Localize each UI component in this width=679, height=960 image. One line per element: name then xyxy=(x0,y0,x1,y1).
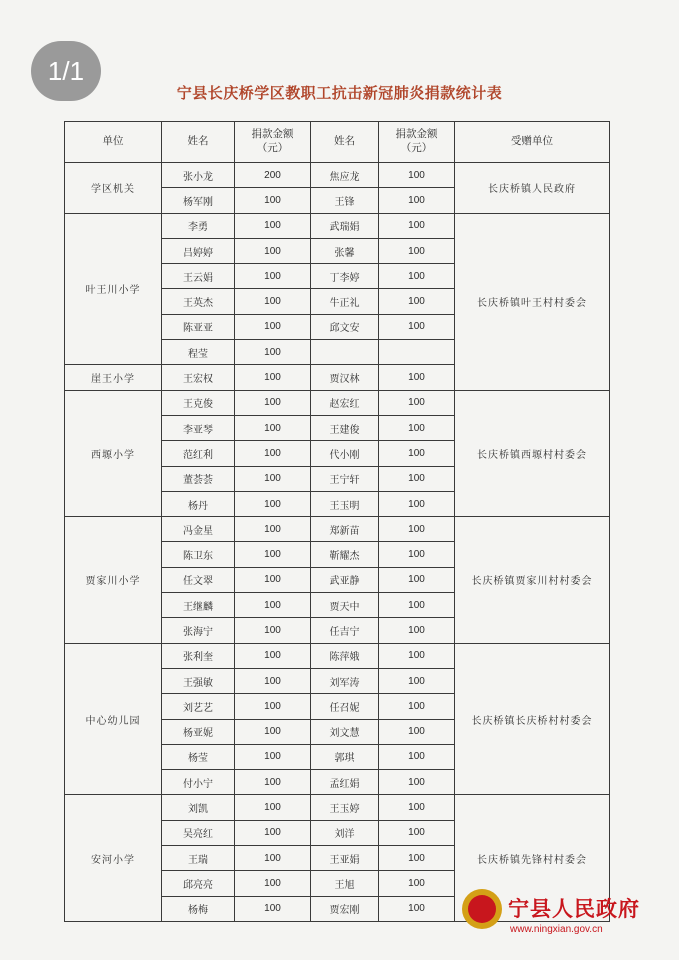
table-row xyxy=(65,795,610,820)
name-cell: 杨莹 xyxy=(162,744,235,769)
recipient-cell: 长庆桥镇西塬村村委会 xyxy=(455,390,610,516)
amount-cell: 100 xyxy=(235,441,311,466)
name-cell: 李勇 xyxy=(162,213,235,238)
column-header: 捐款金额 （元） xyxy=(235,122,311,163)
name-cell: 王强敏 xyxy=(162,668,235,693)
amount-cell: 100 xyxy=(235,820,311,845)
amount-cell: 100 xyxy=(235,238,311,263)
unit-cell: 西塬小学 xyxy=(65,390,162,516)
amount-cell: 100 xyxy=(379,163,455,188)
column-header: 姓名 xyxy=(311,122,379,163)
amount-cell: 100 xyxy=(379,289,455,314)
amount-cell: 100 xyxy=(379,618,455,643)
amount-cell: 100 xyxy=(379,795,455,820)
name-cell: 刘文慧 xyxy=(311,719,379,744)
name-cell: 王玉明 xyxy=(311,491,379,516)
amount-cell: 100 xyxy=(235,415,311,440)
amount-cell: 100 xyxy=(379,264,455,289)
unit-cell: 中心幼儿园 xyxy=(65,643,162,795)
amount-cell: 100 xyxy=(235,314,311,339)
name-cell: 代小刚 xyxy=(311,441,379,466)
name-cell: 张小龙 xyxy=(162,163,235,188)
name-cell: 丁李婷 xyxy=(311,264,379,289)
amount-cell: 100 xyxy=(235,567,311,592)
national-emblem-icon xyxy=(462,889,502,929)
amount-cell: 100 xyxy=(235,517,311,542)
amount-cell: 100 xyxy=(379,238,455,263)
name-cell: 王玉婷 xyxy=(311,795,379,820)
amount-cell: 100 xyxy=(235,188,311,213)
amount-cell: 100 xyxy=(379,213,455,238)
amount-cell: 100 xyxy=(379,643,455,668)
unit-cell: 学区机关 xyxy=(65,163,162,214)
amount-cell: 100 xyxy=(379,517,455,542)
name-cell: 王云娟 xyxy=(162,264,235,289)
amount-cell: 100 xyxy=(235,542,311,567)
amount-cell: 100 xyxy=(235,795,311,820)
name-cell: 陈亚亚 xyxy=(162,314,235,339)
name-cell: 孟红娟 xyxy=(311,770,379,795)
amount-cell: 100 xyxy=(379,719,455,744)
column-header: 捐款金额 （元） xyxy=(379,122,455,163)
name-cell: 王宁轩 xyxy=(311,466,379,491)
amount-cell: 100 xyxy=(379,846,455,871)
name-cell: 杨军刚 xyxy=(162,188,235,213)
amount-cell: 100 xyxy=(379,365,455,390)
unit-cell: 贾家川小学 xyxy=(65,517,162,643)
column-header: 受赠单位 xyxy=(455,122,610,163)
name-cell: 靳耀杰 xyxy=(311,542,379,567)
name-cell: 牛正礼 xyxy=(311,289,379,314)
recipient-cell: 长庆桥镇人民政府 xyxy=(455,163,610,214)
amount-cell: 100 xyxy=(235,896,311,921)
name-cell: 张海宁 xyxy=(162,618,235,643)
amount-cell: 100 xyxy=(379,188,455,213)
amount-cell: 100 xyxy=(379,542,455,567)
amount-cell: 100 xyxy=(379,668,455,693)
name-cell: 王克俊 xyxy=(162,390,235,415)
amount-cell: 100 xyxy=(235,871,311,896)
name-cell: 杨梅 xyxy=(162,896,235,921)
name-cell: 贾天中 xyxy=(311,593,379,618)
amount-cell: 100 xyxy=(235,491,311,516)
name-cell: 刘洋 xyxy=(311,820,379,845)
amount-cell: 100 xyxy=(379,744,455,769)
amount-cell: 100 xyxy=(235,264,311,289)
name-cell: 张利奎 xyxy=(162,643,235,668)
table-body xyxy=(65,163,610,922)
name-cell: 王英杰 xyxy=(162,289,235,314)
name-cell: 王建俊 xyxy=(311,415,379,440)
table-header-row xyxy=(65,122,610,163)
amount-cell: 100 xyxy=(379,314,455,339)
name-cell: 邱亮亮 xyxy=(162,871,235,896)
name-cell: 吕婷婷 xyxy=(162,238,235,263)
amount-cell: 100 xyxy=(235,744,311,769)
watermark xyxy=(458,883,673,953)
name-cell: 杨亚妮 xyxy=(162,719,235,744)
amount-cell: 100 xyxy=(235,466,311,491)
name-cell: 王继麟 xyxy=(162,593,235,618)
name-cell: 董荟荟 xyxy=(162,466,235,491)
unit-cell: 安河小学 xyxy=(65,795,162,921)
name-cell xyxy=(311,340,379,365)
amount-cell: 100 xyxy=(235,694,311,719)
amount-cell: 100 xyxy=(379,593,455,618)
amount-cell: 100 xyxy=(379,567,455,592)
name-cell: 付小宁 xyxy=(162,770,235,795)
name-cell: 武瑞娟 xyxy=(311,213,379,238)
name-cell: 吴亮红 xyxy=(162,820,235,845)
name-cell: 郭琪 xyxy=(311,744,379,769)
amount-cell: 100 xyxy=(379,896,455,921)
table-row xyxy=(65,163,610,188)
name-cell: 王瑞 xyxy=(162,846,235,871)
unit-cell: 崖王小学 xyxy=(65,365,162,390)
table-row xyxy=(65,213,610,238)
amount-cell: 100 xyxy=(235,289,311,314)
name-cell: 刘凯 xyxy=(162,795,235,820)
amount-cell: 100 xyxy=(235,365,311,390)
amount-cell: 100 xyxy=(235,593,311,618)
amount-cell: 100 xyxy=(379,694,455,719)
amount-cell: 100 xyxy=(235,618,311,643)
amount-cell: 100 xyxy=(235,390,311,415)
name-cell: 陈萍娥 xyxy=(311,643,379,668)
amount-cell: 100 xyxy=(379,415,455,440)
amount-cell: 100 xyxy=(379,871,455,896)
name-cell: 任文翠 xyxy=(162,567,235,592)
watermark-site-name: 宁县人民政府 xyxy=(508,897,640,921)
name-cell: 贾宏刚 xyxy=(311,896,379,921)
name-cell: 冯金星 xyxy=(162,517,235,542)
name-cell: 刘艺艺 xyxy=(162,694,235,719)
name-cell: 范红利 xyxy=(162,441,235,466)
name-cell: 焦应龙 xyxy=(311,163,379,188)
name-cell: 李亚琴 xyxy=(162,415,235,440)
amount-cell: 100 xyxy=(379,441,455,466)
recipient-cell: 长庆桥镇叶王村村委会 xyxy=(455,213,610,390)
watermark-url: www.ningxian.gov.cn xyxy=(510,924,603,935)
name-cell: 刘军涛 xyxy=(311,668,379,693)
amount-cell: 100 xyxy=(379,466,455,491)
amount-cell: 100 xyxy=(379,491,455,516)
page-indicator: 1/1 xyxy=(31,41,101,101)
recipient-cell: 长庆桥镇贾家川村村委会 xyxy=(455,517,610,643)
name-cell: 王宏权 xyxy=(162,365,235,390)
amount-cell: 100 xyxy=(235,770,311,795)
name-cell: 王亚娟 xyxy=(311,846,379,871)
table-row xyxy=(65,517,610,542)
recipient-cell: 长庆桥镇长庆桥村村委会 xyxy=(455,643,610,795)
name-cell: 赵宏红 xyxy=(311,390,379,415)
name-cell: 任召妮 xyxy=(311,694,379,719)
amount-cell: 100 xyxy=(235,668,311,693)
recipient-cell: 长庆桥镇先锋村村委会 xyxy=(455,795,610,921)
name-cell: 贾汉林 xyxy=(311,365,379,390)
column-header: 单位 xyxy=(65,122,162,163)
name-cell: 任吉宁 xyxy=(311,618,379,643)
name-cell: 王锋 xyxy=(311,188,379,213)
amount-cell: 100 xyxy=(379,770,455,795)
amount-cell: 100 xyxy=(235,643,311,668)
amount-cell: 100 xyxy=(379,820,455,845)
name-cell: 邱文安 xyxy=(311,314,379,339)
amount-cell: 100 xyxy=(235,846,311,871)
name-cell: 程莹 xyxy=(162,340,235,365)
name-cell: 张馨 xyxy=(311,238,379,263)
name-cell: 王旭 xyxy=(311,871,379,896)
name-cell: 郑新苗 xyxy=(311,517,379,542)
table-row xyxy=(65,390,610,415)
name-cell: 杨丹 xyxy=(162,491,235,516)
document-title: 宁县长庆桥学区教职工抗击新冠肺炎捐款统计表 xyxy=(176,84,503,102)
column-header: 姓名 xyxy=(162,122,235,163)
amount-cell: 100 xyxy=(235,719,311,744)
donation-table xyxy=(64,121,610,922)
amount-cell: 100 xyxy=(379,390,455,415)
table-row xyxy=(65,643,610,668)
amount-cell: 100 xyxy=(235,340,311,365)
name-cell: 武亚静 xyxy=(311,567,379,592)
unit-cell: 叶王川小学 xyxy=(65,213,162,365)
name-cell: 陈卫东 xyxy=(162,542,235,567)
amount-cell: 200 xyxy=(235,163,311,188)
amount-cell: 100 xyxy=(235,213,311,238)
amount-cell xyxy=(379,340,455,365)
